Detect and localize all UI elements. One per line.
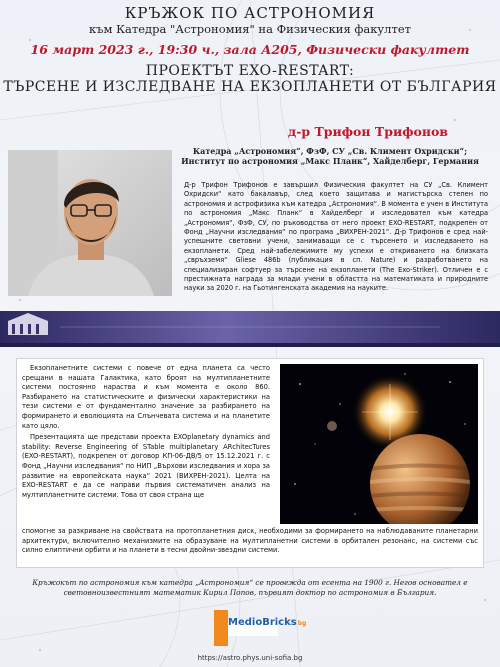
mediobricks-logo — [210, 610, 307, 646]
talk-title-line1: ПРОЕКТЪТ EXO-RESTART: — [145, 63, 355, 79]
logo-text-bricks: Bricks — [262, 617, 297, 628]
university-banner — [0, 305, 500, 353]
speaker-bio: Д-р Трифон Трифонов е завършил Физическия факултет на СУ „Св. Климент Охридски“ като бакалавър, след което защитава и магистърска степен по астрономия и астрофизика към катедра „Астрономия“. В момента е учен в Института по астрономия „Макс Планк“ в Хайделберг и изследовател към катедра „Астрономия“, ФзФ, СУ, по ръководства от него проект EXO-RESTART, подкрепен от Фонд „Научни изследвания“ по програма „ВИХРЕН-2021“. Д-р Трифонов е сред най-успешните световни учени, занимаващи се с търсенето и изследването на екзопланети. Сред най-забележимите му успехи е откриването на близката „свръхземя“ Gliese 486b (публикация в сп. Nature) и разработването на специализиран софтуер за търсене на екзопланети (The Exo-Striker). Отличен е с престижната награда за млади учени в областта на математиката и природните науки за 2020 г. на Гьотингенската академия на науките. — [184, 181, 488, 293]
logo-brick-icon — [214, 610, 228, 646]
affiliation-line1: Катедра „Астрономия“, ФзФ, СУ „Св. Климент Охридски“; — [192, 146, 468, 156]
affiliation-line2: Институт по астрономия „Макс Планк“, Хайделберг, Германия — [181, 156, 479, 166]
speaker-photo — [8, 150, 172, 296]
logo-text-bg: bg — [297, 620, 307, 627]
talk-title-line2: ТЪРСЕНЕ И ИЗСЛЕДВАНЕ НА ЕКЗОПЛАНЕТИ ОТ БЪЛГАРИЯ — [3, 79, 497, 95]
website-url: https://astro.phys.uni-sofia.bg — [197, 654, 303, 662]
event-date-location: 16 март 2023 г., 19:30 ч., зала А205, Физически факултет — [30, 42, 470, 57]
speaker-name: д-р Трифон Трифонов — [287, 124, 448, 139]
exoplanet-illustration — [280, 364, 478, 524]
logo-text-medio: Medio — [228, 617, 263, 628]
project-description — [22, 364, 270, 500]
description-paragraph-2: Презентацията ще представи проекта EXOplanetary dynamics and stability: Reverse Engineering of STable multiplanetary ARchitecTures (EXO-RESTART), подкрепен от договор КП-06-ДВ/5 от 15.12.2021 г. с Фонд „Научни изследвания“ по НИП „Върхови изследвания и хора за развитие на европейската наука“ 2021 (ВИХРЕН-2021). Целта на EXO-RESTART е да се направи първия систематичен анализ на мултипланетните системи. Това от своя страна ще — [22, 433, 270, 499]
club-history-note: Кръжокът по астрономия към катедра „Астрономия“ се провежда от есента на 1900 г. Негов основател е световноизвестният математик Кирил Попов, първият доктор по астрономия в България. — [32, 578, 468, 597]
small-planet-icon — [327, 421, 337, 431]
event-subtitle: към Катедра "Астрономия" на Физическия факултет — [88, 22, 412, 36]
speaker-affiliation — [170, 146, 490, 166]
header — [0, 4, 500, 96]
speaker-portrait-icon — [8, 150, 172, 296]
description-paragraph-1: Екзопланетните системи с повече от една планета са често срещани в нашата Галактика, като броят на мултипланетните системи постоянно нараства и към момента е около 860. Разбирането на статистическите и физически характеристики на тези системи е от фундаментално значение за разбирането на формирането и еволюцията на Слънчевата система и на планетите като цяло. — [22, 364, 270, 430]
event-title: КРЪЖОК ПО АСТРОНОМИЯ — [124, 4, 376, 22]
description-paragraph-3: спомогне за разкриване на свойствата на протопланетния диск, необходими за формирането на наблюдаваните планетарни архитектури, включително механизмите на образуване на мултипланетни системи в орбитален резонанс, на системи със силно елиптични орбити и на планети в тесни двойни-звездни системи. — [22, 527, 478, 555]
